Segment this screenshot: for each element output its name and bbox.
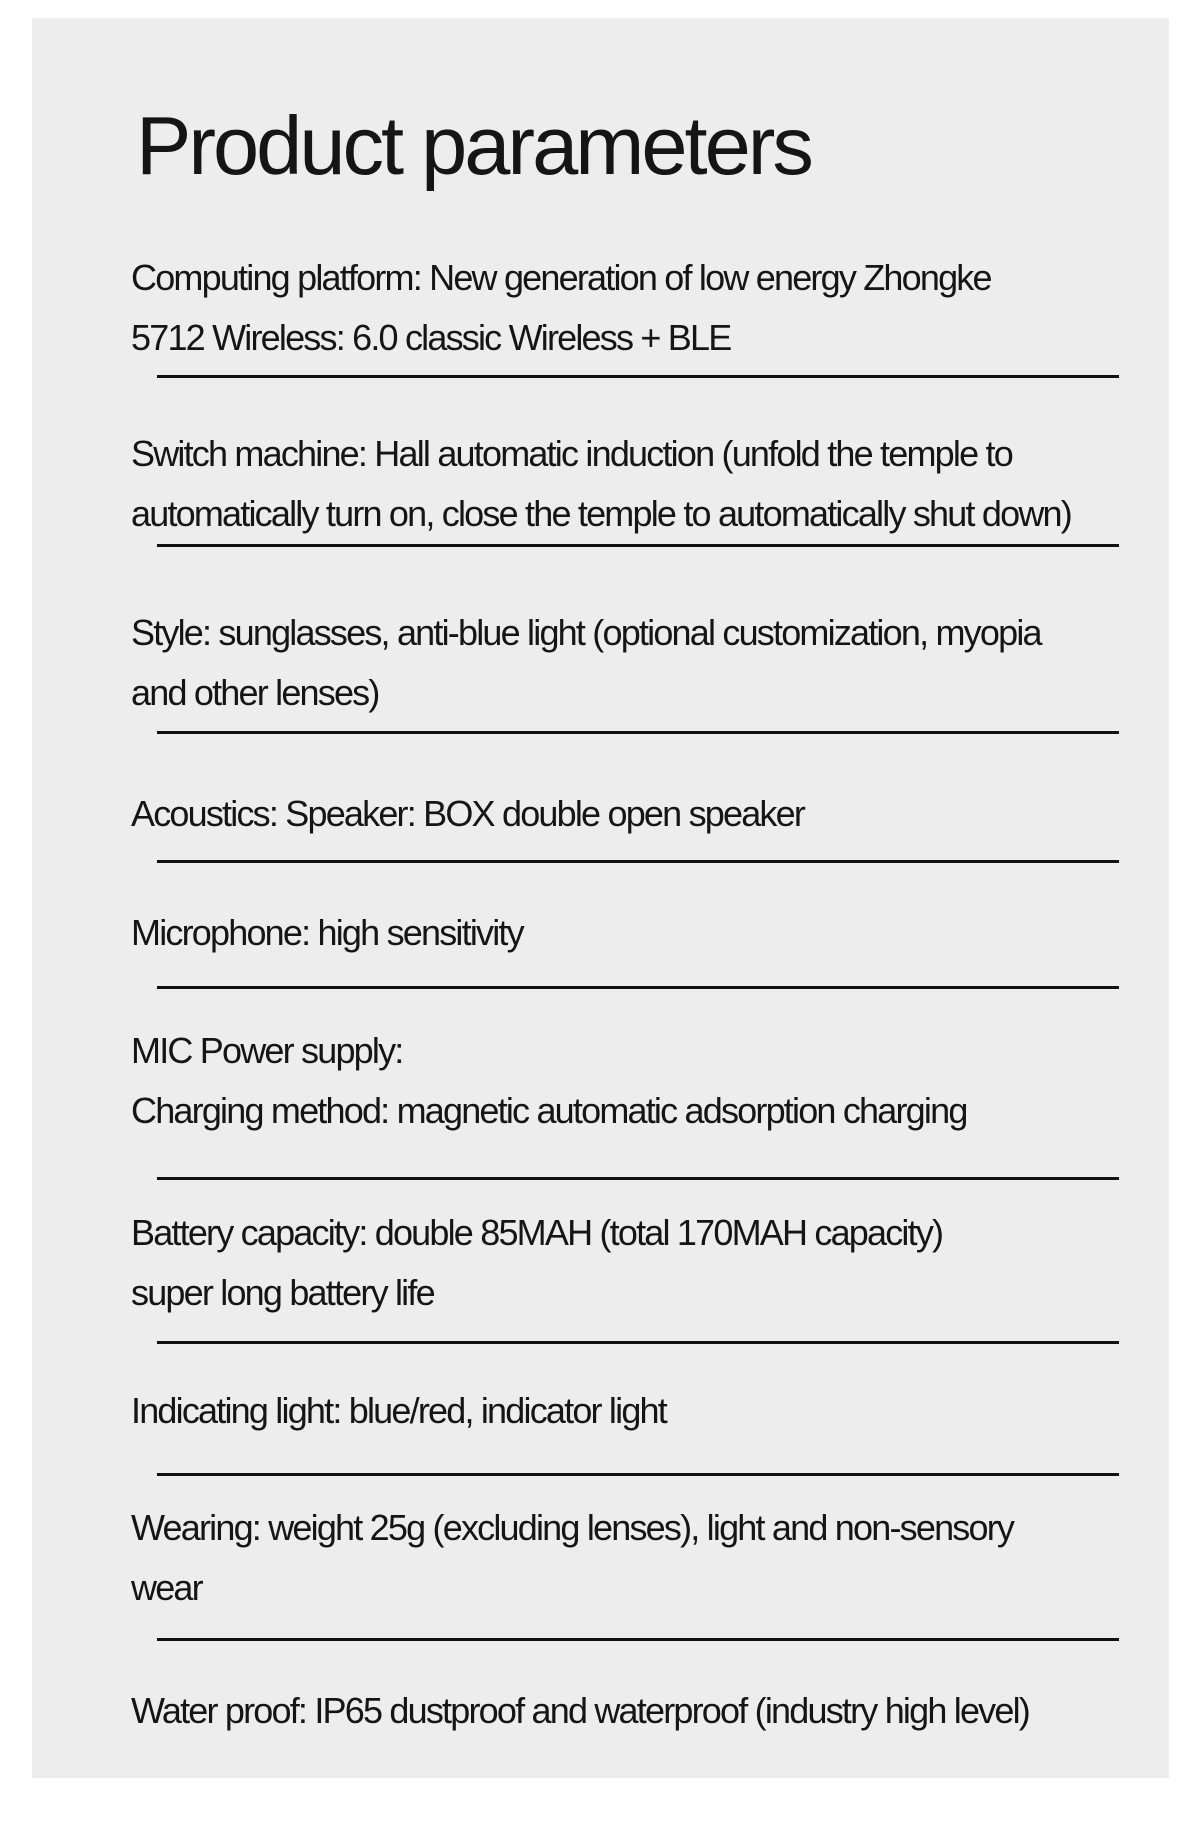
page-title: Product parameters <box>136 99 811 192</box>
spec-line: Battery capacity: double 85MAH (total 170MAH capacity) <box>131 1212 943 1253</box>
section-divider <box>157 731 1119 734</box>
spec-mic-power-supply <box>131 1021 967 1141</box>
section-divider <box>157 375 1119 378</box>
spec-water-proof <box>131 1681 1029 1741</box>
product-parameters-panel <box>32 18 1169 1778</box>
section-divider <box>157 986 1119 989</box>
spec-line: 5712 Wireless: 6.0 classic Wireless + BLE <box>131 317 731 358</box>
section-divider <box>157 1638 1119 1641</box>
spec-line: MIC Power supply: <box>131 1030 403 1071</box>
spec-computing-platform <box>131 248 991 368</box>
spec-line: and other lenses) <box>131 672 379 713</box>
spec-line: automatically turn on, close the temple to automatically shut down) <box>131 493 1071 534</box>
spec-indicating-light <box>131 1381 666 1441</box>
spec-acoustics <box>131 784 804 844</box>
spec-battery-capacity <box>131 1203 942 1323</box>
spec-line: Charging method: magnetic automatic adsorption charging <box>131 1090 967 1131</box>
spec-microphone <box>131 903 523 963</box>
spec-line: wear <box>131 1567 202 1608</box>
spec-line: super long battery life <box>131 1272 434 1313</box>
section-divider <box>157 1473 1119 1476</box>
section-divider <box>157 544 1119 547</box>
section-divider <box>157 860 1119 863</box>
spec-line: Water proof: IP65 dustproof and waterproof (industry high level) <box>131 1690 1029 1731</box>
spec-line: Microphone: high sensitivity <box>131 912 523 953</box>
spec-wearing <box>131 1498 1013 1618</box>
spec-line: Wearing: weight 25g (excluding lenses), light and non-sensory <box>131 1507 1014 1548</box>
spec-line: Switch machine: Hall automatic induction (unfold the temple to <box>131 433 1012 474</box>
spec-line: Computing platform: New generation of low energy Zhongke <box>131 257 991 298</box>
section-divider <box>157 1341 1119 1344</box>
spec-switch-machine <box>131 424 1071 544</box>
spec-style <box>131 603 1041 723</box>
spec-line: Indicating light: blue/red, indicator light <box>131 1390 666 1431</box>
spec-line: Style: sunglasses, anti-blue light (optional customization, myopia <box>131 612 1041 653</box>
section-divider <box>157 1177 1119 1180</box>
spec-line: Acoustics: Speaker: BOX double open speaker <box>131 793 805 834</box>
